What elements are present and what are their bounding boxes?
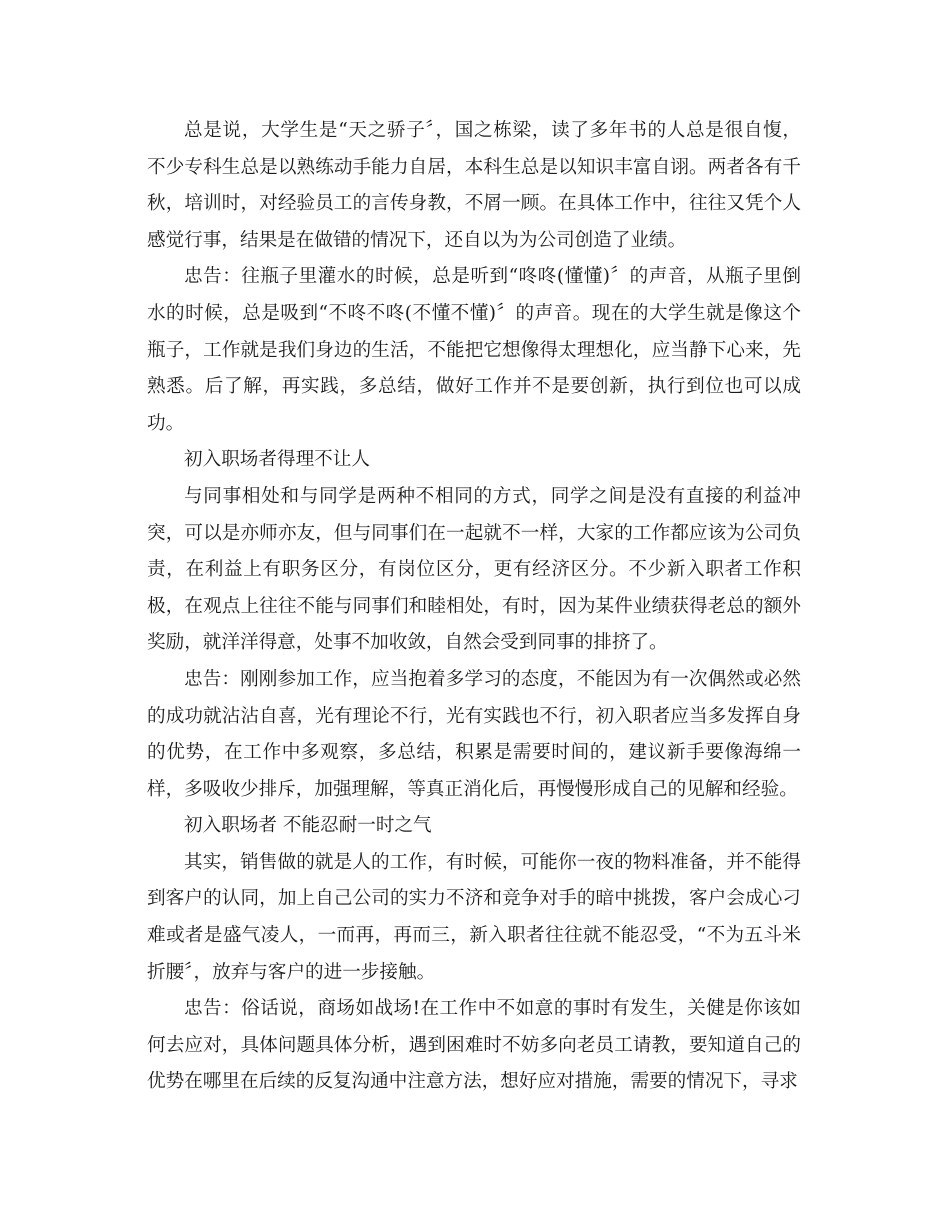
- text-line: 水的时候，总是吸到“不咚不咚(不懂不懂)〞的声音。现在的大学生就是像这个: [147, 302, 801, 324]
- paragraph: [147, 113, 801, 259]
- text-line: 的成功就沾沾自喜，光有理论不行，光有实践也不行，初入职者应当多发挥自身: [147, 705, 801, 727]
- text-line: 不少专科生总是以熟练动手能力自居，本科生总是以知识丰富自诩。两者各有千: [147, 156, 801, 178]
- document-body: [147, 113, 801, 1101]
- paragraph: [147, 479, 801, 662]
- text-line: 难或者是盛气凌人，一而再，再而三，新入职者往往就不能忍受，“不为五斗米: [147, 925, 801, 947]
- text-line: 与同事相处和与同学是两种不相同的方式，同学之间是没有直接的利益冲: [184, 485, 801, 507]
- text-line: 初入职场者 不能忍耐一时之气: [184, 815, 432, 837]
- text-line: 熟悉。后了解，再实践，多总结，做好工作并不是要创新，执行到位也可以成: [147, 376, 801, 398]
- text-line: 责，在利益上有职务区分，有岗位区分，更有经济区分。不少新入职者工作积: [147, 559, 801, 581]
- text-line: 秋，培训时，对经验员工的言传身教，不屑一顾。在具体工作中，往往又凭个人: [147, 193, 801, 215]
- text-line: 瓶子，工作就是我们身边的生活，不能把它想像得太理想化，应当静下心来，先: [147, 339, 801, 361]
- paragraph: [147, 259, 801, 442]
- text-line: 何去应对，具体问题具体分析，遇到困难时不妨多向老员工请教，要知道自己的: [147, 1034, 801, 1056]
- text-line: 其实，销售做的就是人的工作，有时候，可能你一夜的物料准备，并不能得: [184, 851, 801, 873]
- text-line: 样，多吸收少排斥，加强理解，等真正消化后，再慢慢形成自己的见解和经验。: [147, 778, 798, 800]
- paragraph: [147, 991, 801, 1101]
- text-line: 到客户的认同，加上自己公司的实力不济和竞争对手的暗中挑拨，客户会成心刁: [147, 888, 801, 910]
- text-line: 极，在观点上往往不能与同事们和睦相处，有时，因为某件业绩获得老总的额外: [147, 595, 801, 617]
- text-line: 折腰〞，放弃与客户的进一步接触。: [147, 961, 436, 983]
- text-line: 忠告：俗话说，商场如战场!在工作中不如意的事时有发生，关健是你该如: [184, 998, 801, 1020]
- text-line: 忠告：往瓶子里灌水的时候，总是听到“咚咚(懂懂)〞的声音，从瓶子里倒: [184, 266, 801, 288]
- paragraph: [147, 808, 801, 845]
- text-line: 功。: [147, 412, 185, 434]
- text-line: 优势在哪里在后续的反复沟通中注意方法，想好应对措施，需要的情况下，寻求: [147, 1071, 798, 1093]
- paragraph: [147, 845, 801, 991]
- text-line: 奖励，就洋洋得意，处事不加收敛，自然会受到同事的排挤了。: [147, 632, 668, 654]
- text-line: 感觉行事，结果是在做错的情况下，还自以为为公司创造了业绩。: [147, 229, 687, 251]
- text-line: 初入职场者得理不让人: [184, 449, 370, 471]
- text-line: 的优势，在工作中多观察，多总结，积累是需要时间的，建议新手要像海绵一: [147, 742, 801, 764]
- text-line: 忠告：刚刚参加工作，应当抱着多学习的态度，不能因为有一次偶然或必然: [184, 668, 801, 690]
- paragraph: [147, 442, 801, 479]
- text-line: 总是说，大学生是“天之骄子〞，国之栋梁，读了多年书的人总是很自愎，: [184, 120, 801, 141]
- text-line: 突，可以是亦师亦友，但与同事们在一起就不一样，大家的工作都应该为公司负: [147, 522, 801, 544]
- paragraph: [147, 662, 801, 808]
